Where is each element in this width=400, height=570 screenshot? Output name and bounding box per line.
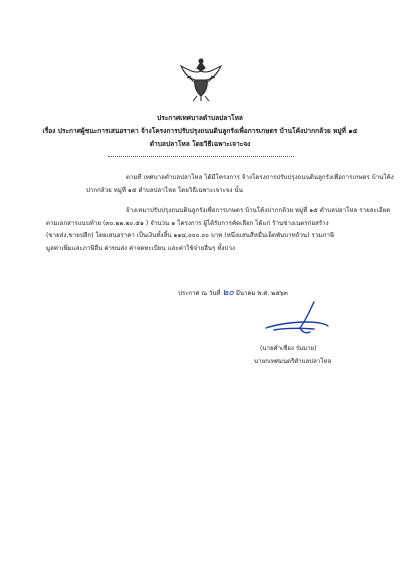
subject-title: เรื่อง ประกาศผู้ชนะการเสนอราคา จ้างโครงการปรับปรุงถนนดินลูกรังเพื่อการเกษตร บ้านโค้งปากกล้วย หมู่ที่ ๑๕ [42, 127, 358, 135]
date-prefix: ประกาศ ณ วันที่ [178, 290, 221, 297]
paragraph-1-continued [86, 185, 243, 198]
date-suffix: มีนาคม พ.ศ. ๒๕๖๓ [235, 290, 288, 297]
paragraph-1-line-1: ตามที่ เทศบาลตำบลปลาโหล ได้มีโครงการ จ้างโครงการปรับปรุงถนนดินลูกรังเพื่อการเกษตร บ้านโค้ง [126, 174, 394, 181]
paragraph-2 [46, 205, 391, 255]
paragraph-1-line-2: ปากกล้วย หมู่ที่ ๑๕ ตำบลปลาโหล โดยวิธีเฉพาะเจาะจง นั้น [86, 187, 243, 194]
garuda-emblem-icon [177, 56, 225, 102]
paragraph-2-line-4: มูลค่าเพิ่มและภาษีอื่น ค่าขนส่ง ค่าจดทะเบียน และค่าใช้จ่ายอื่นๆ ทั้งปวง [46, 244, 235, 252]
announcement-date [178, 285, 288, 299]
signatory-position: นายกเทศมนตรีตำบลปลาโหล [254, 358, 332, 365]
signatory-name: (นายคำเชื่อง ร่มมาย) [260, 345, 317, 352]
paragraph-2-line-2: ตามเอกสารแนบท้าย (๓๐.๒๒.๒๐.๕๑ ) จำนวน ๑ โครงการ ผู้ได้รับการคัดเลือก ได้แก่ ร้านช่างเนตรก่อสร้าง [46, 219, 329, 227]
paragraph-2-line-1: จ้างเหมาปรับปรุงถนนดินลูกรังเพื่อการเกษตร บ้านโค้งปากกล้วย หมู่ที่ ๑๕ ตำบลปลาโหล รายละเอียด [126, 207, 391, 214]
date-day-handwritten: ๒๐ [222, 288, 234, 298]
separator-line [108, 156, 294, 157]
paragraph-2-line-3: (ขายส่ง,ขายปลีก) โดยเสนอราคา เป็นเงินทั้งสิ้น ๑๑๔,๐๐๐.๐๐ บาท (หนึ่งแสนสี่หมื่นเอ็ดพันบาทถ้วน) รวมภาษี [46, 232, 335, 240]
method-title: ตำบลปลาโหล โดยวิธีเฉพาะเจาะจง [149, 140, 251, 148]
paragraph-1 [86, 172, 394, 185]
office-title: ประกาศเทศบาลตำบลปลาโหล [157, 114, 243, 122]
handwritten-signature [256, 298, 336, 344]
